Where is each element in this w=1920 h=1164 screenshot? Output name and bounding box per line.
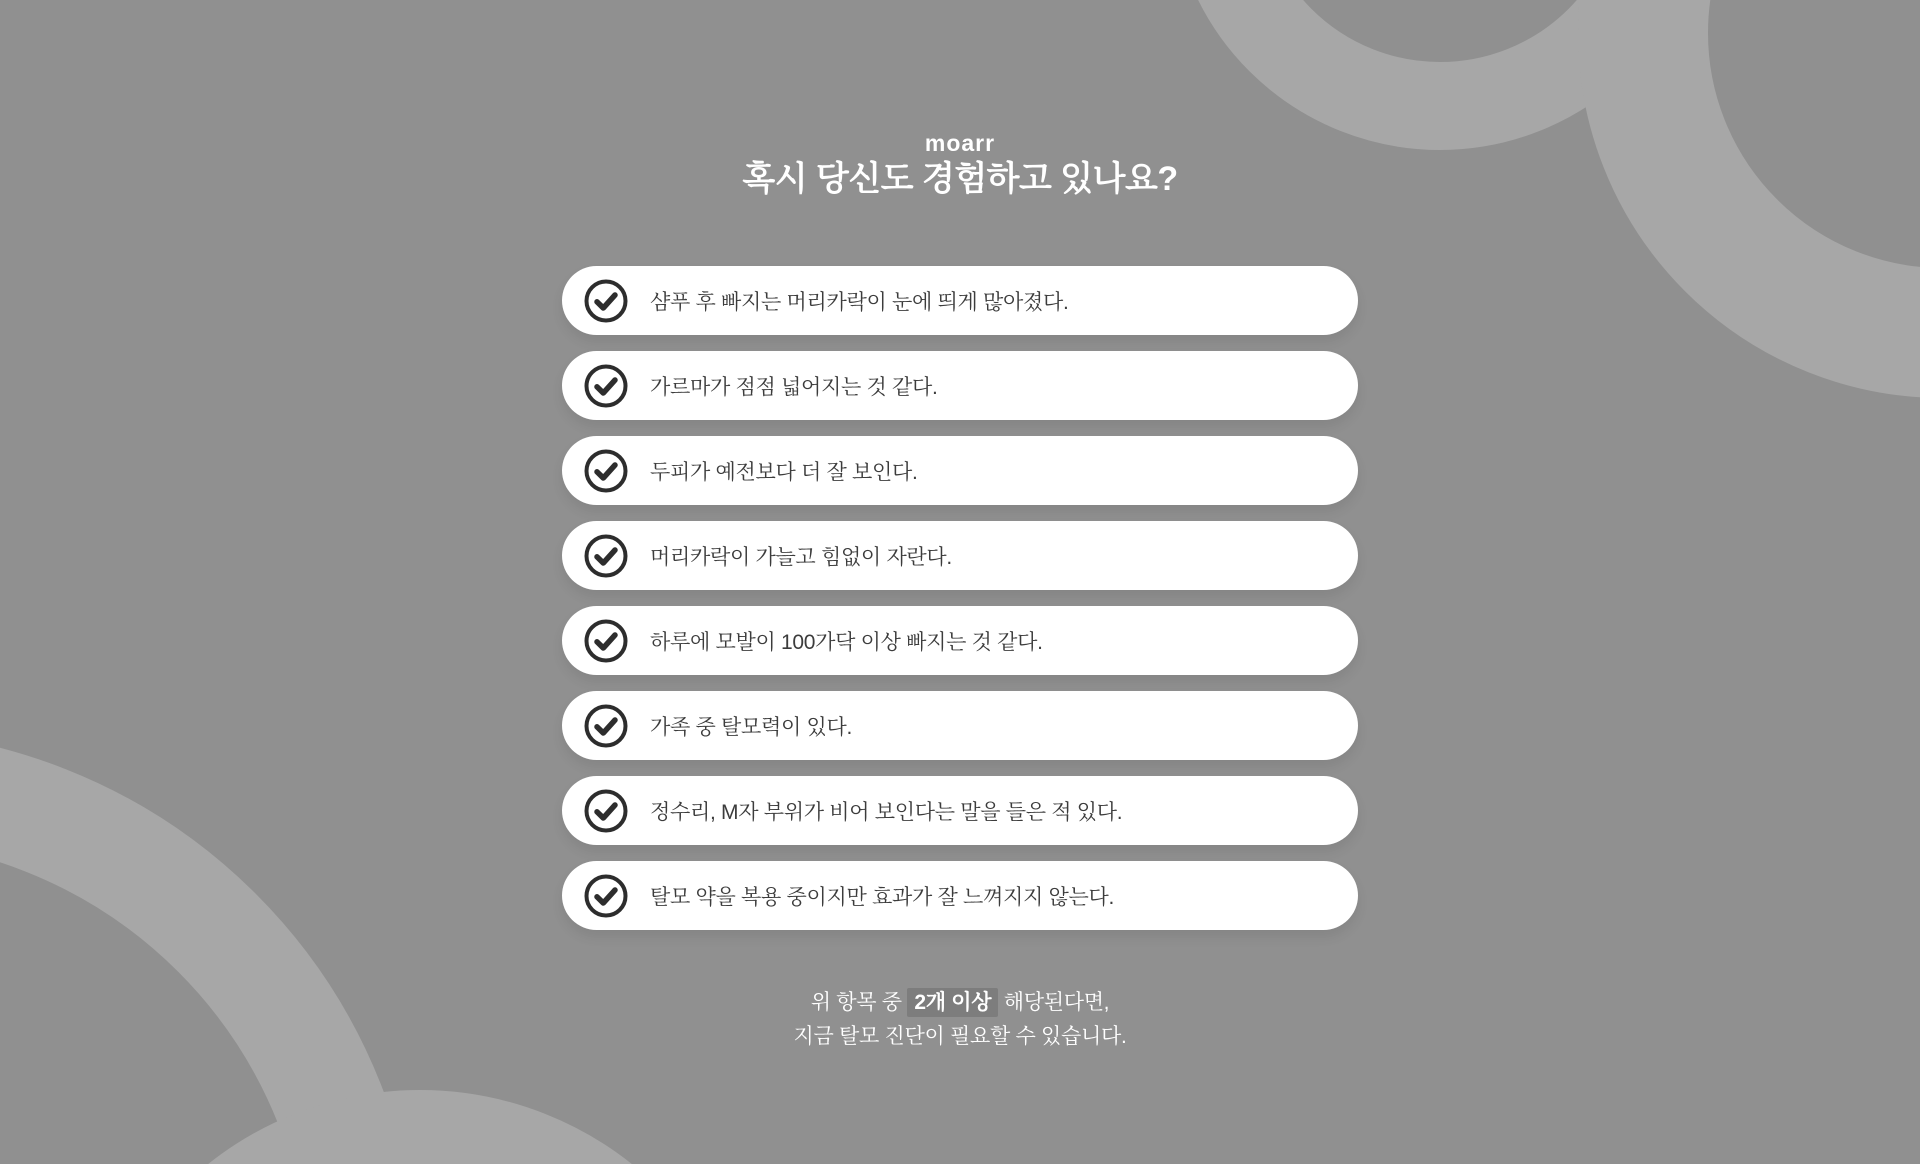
check-circle-icon	[584, 449, 628, 493]
checklist-item	[562, 351, 1358, 420]
footer-line1-suffix: 해당된다면,	[998, 991, 1110, 1014]
checklist-item-label: 가족 중 탈모력이 있다.	[650, 715, 853, 739]
footer-line1-prefix: 위 항목 중	[810, 991, 908, 1014]
checklist-item-label: 머리카락이 가늘고 힘없이 자란다.	[650, 545, 952, 569]
check-circle-icon	[584, 704, 628, 748]
checklist-item	[562, 691, 1358, 760]
symptom-checklist	[562, 266, 1358, 930]
footer-highlight: 2개 이상	[907, 988, 998, 1017]
checklist-item-label: 정수리, M자 부위가 비어 보인다는 말을 들은 적 있다.	[650, 800, 1123, 824]
check-circle-icon	[584, 534, 628, 578]
check-circle-icon	[584, 619, 628, 663]
checklist-item-label: 하루에 모발이 100가닥 이상 빠지는 것 같다.	[650, 630, 1043, 654]
checklist-item-label: 가르마가 점점 넓어지는 것 같다.	[650, 375, 938, 399]
checklist-item	[562, 861, 1358, 930]
check-circle-icon	[584, 279, 628, 323]
checklist-item	[562, 436, 1358, 505]
check-circle-icon	[584, 364, 628, 408]
checklist-item	[562, 776, 1358, 845]
check-circle-icon	[584, 874, 628, 918]
footer-line-2: 지금 탈모 진단이 필요할 수 있습니다.	[793, 1025, 1127, 1048]
checklist-item	[562, 521, 1358, 590]
checklist-item-label: 샴푸 후 빠지는 머리카락이 눈에 띄게 많아졌다.	[650, 290, 1069, 314]
checklist-item-label: 탈모 약을 복용 중이지만 효과가 잘 느껴지지 않는다.	[650, 885, 1114, 909]
brand-logo: moarr	[924, 130, 996, 156]
checklist-item	[562, 606, 1358, 675]
checklist-item	[562, 266, 1358, 335]
page-title: 혹시 당신도 경험하고 있나요?	[742, 160, 1178, 198]
footer-line-1	[794, 986, 1127, 1020]
check-circle-icon	[584, 789, 628, 833]
footer-note	[794, 986, 1127, 1054]
checklist-item-label: 두피가 예전보다 더 잘 보인다.	[650, 460, 918, 484]
